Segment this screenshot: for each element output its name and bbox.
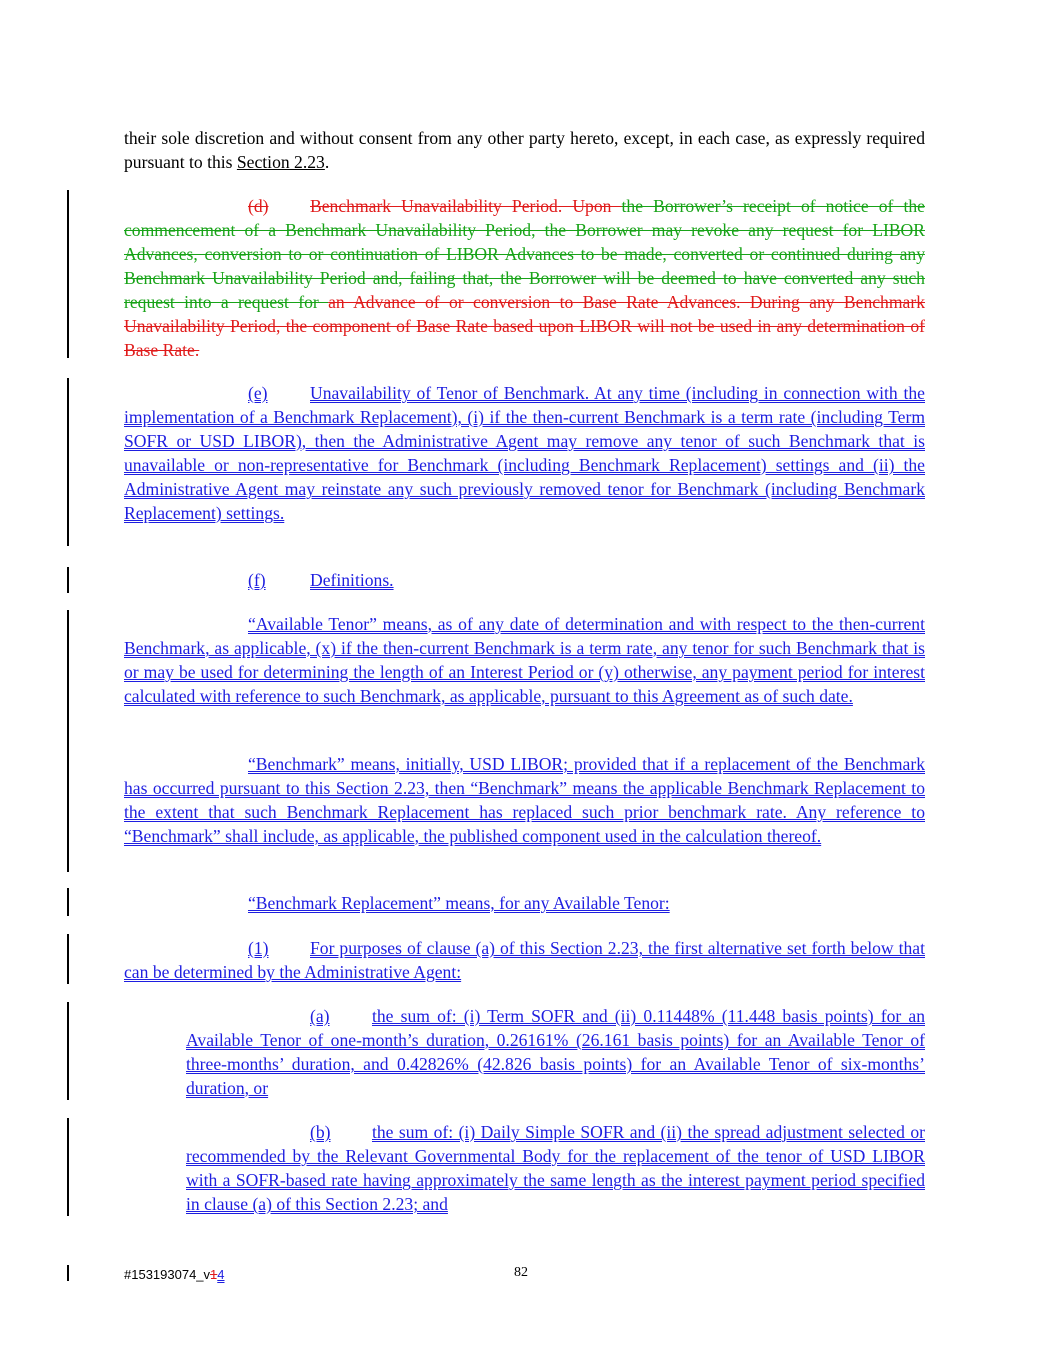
change-bar (67, 1265, 69, 1281)
change-bar (67, 888, 69, 916)
page-number: 82 (514, 1265, 528, 1280)
moved-text: and, failing that, the Borrower will be deemed to have converted any such request into a request for (124, 268, 925, 312)
intro-text: their sole discretion and without consent from any other party hereto, except, in each case, as expressly required pursuant to this (124, 128, 925, 172)
paragraph-d-label: (d) (248, 196, 269, 216)
change-bar (67, 567, 69, 593)
change-bar (67, 1118, 69, 1216)
change-bar (67, 934, 69, 984)
clause-a-label: (a) (310, 1006, 330, 1026)
new-version: 4 (217, 1267, 225, 1282)
clause-b: (b) the sum of: (i) Daily Simple SOFR and (ii) the spread adjustment selected or recommended by the Relevant Governmental Body for the replacement of the tenor of USD LIBOR with a SOFR-based rate having approximately the same length as the interest payment period specified in clause (a) of this Section 2.23; and (186, 1122, 925, 1214)
change-bar (67, 610, 69, 730)
definition-benchmark: “Benchmark” means, initially, USD LIBOR; provided that if a replacement of the Benchmark has occurred pursuant to this Section 2.23, then “Benchmark” means the applicable Benchmark Replacement to the extent that such Benchmark Replacement has replaced such prior benchmark rate. Any reference to “Benchmark” shall include, as applicable, the published component used in the calculation thereof. (124, 754, 925, 846)
paragraph-d-title: Benchmark Unavailability Period (310, 196, 558, 216)
paragraph-e-label: (e) (248, 383, 268, 403)
paragraph-d-deleted: (d) Benchmark Unavailability Period. Upon the Borrower’s receipt of notice of the commencement of a Benchmark Unavailability Period, the Borrower may revoke any request for LIBOR Advances, conversion to or continuation of LIBOR Advances to be made, converted or continued during any Benchmark Unavailability Period and, failing that, the Borrower will be deemed to have converted any such request into a request for an Advance of or conversion to Base Rate Advances. During any Benchmark Unavailability Period, the component of Base Rate based upon LIBOR will not be used in any determination of Base Rate. (124, 196, 925, 360)
definition-benchmark-replacement: “Benchmark Replacement” means, for any Available Tenor: (248, 893, 670, 913)
change-bar (67, 378, 69, 546)
old-version: 1 (210, 1267, 218, 1282)
change-bar (67, 190, 69, 358)
clause-1: (1) For purposes of clause (a) of this Section 2.23, the first alternative set forth below that can be determined by the Administrative Agent: (124, 938, 925, 982)
section-reference: Section 2.23 (236, 152, 325, 172)
moved-text: the Borrower’s receipt of notice of the commencement of a Benchmark Unavailability Period, the Borrower may revoke any request for LIBOR Advances, conversion to or continuation of LIBOR Advances to be made, converted or continued during any Benchmark Unavailability Period (124, 196, 925, 288)
clause-b-label: (b) (310, 1122, 331, 1142)
paragraph-f-label: (f) (248, 570, 266, 590)
paragraph-e-text: Unavailability of Tenor of Benchmark. At any time (including in connection with the implementation of a Benchmark Replacement), (i) if the then-current Benchmark is a term rate (including Term SOFR or USD LIBOR), then the Administrative Agent may remove any tenor of such Benchmark that is unavailable or non-representative for Benchmark (including Benchmark Replacement) settings and (ii) the Administrative Agent may reinstate any such previously removed tenor for Benchmark (including Benchmark Replacement) settings. (124, 383, 925, 523)
paragraph-e-inserted (124, 381, 925, 525)
clause-1-label: (1) (248, 938, 269, 958)
change-bar (67, 722, 69, 872)
document-id: #153193074_v14 (124, 1267, 225, 1282)
deleted-text: an Advance of or conversion to Base Rate Advances. During any Benchmark Unavailability Period, the component of Base Rate based upon LIBOR will not be used in any determination of Base Rate. (124, 292, 925, 360)
paragraph-f-heading (124, 568, 925, 592)
clause-a: (a) the sum of: (i) Term SOFR and (ii) 0.11448% (11.448 basis points) for an Available Tenor of one-month’s duration, 0.26161% (26.161 basis points) for an Available Tenor of three-months’ duration, and 0.42826% (42.826 basis points) for an Available Tenor of six-months’ duration, or (186, 1006, 925, 1098)
change-bar (67, 1002, 69, 1100)
definition-available-tenor: “Available Tenor” means, as of any date of determination and with respect to the then-current Benchmark, as applicable, (x) if the then-current Benchmark is a term rate, any tenor for such Benchmark that is or may be used for determining the length of an Interest Period or (y) otherwise, any payment period for interest calculated with reference to such Benchmark, as applicable, pursuant to this Agreement as of such date. (124, 614, 925, 706)
paragraph-f-title: Definitions. (310, 570, 394, 590)
intro-paragraph: their sole discretion and without consent from any other party hereto, except, in each case, as expressly required pursuant to this Section 2.23. (124, 128, 925, 172)
